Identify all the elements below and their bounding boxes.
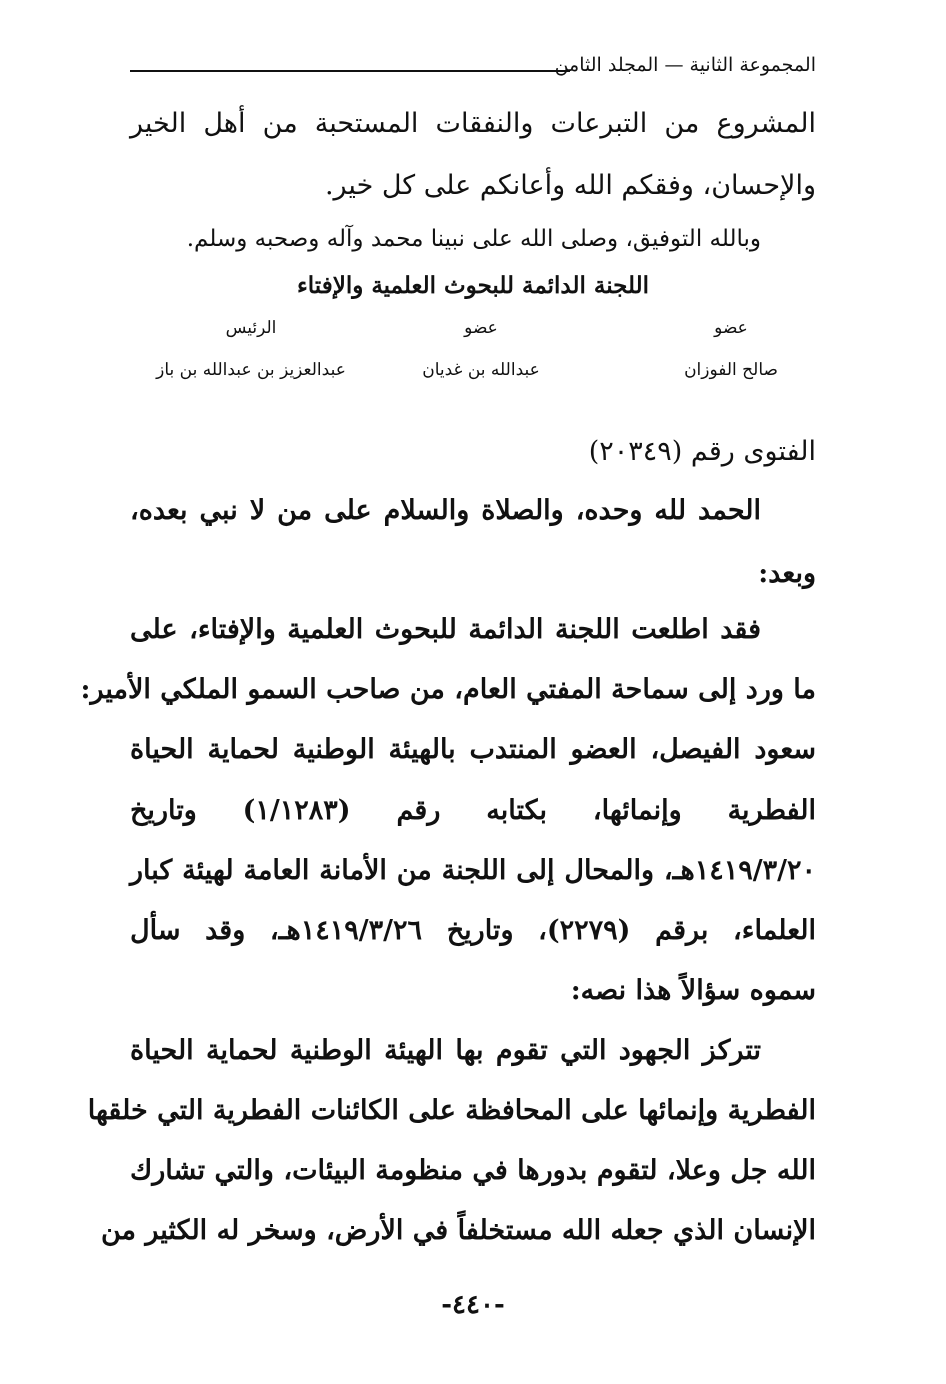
fatwa-line-10: تتركز الجهود التي تقوم بها الهيئة الوطنية لحماية الحياة (130, 1035, 761, 1066)
committee-name: اللجنة الدائمة للبحوث العلمية والإفتاء (296, 272, 650, 299)
fatwa-heading: الفتوى رقم (٢٠٣٤٩) (588, 436, 816, 467)
fatwa-line-4: ما ورد إلى سماحة المفتي العام، من صاحب السمو الملكي الأمير: (80, 674, 816, 705)
fatwa-line-5: سعود الفيصل، العضو المنتدب بالهيئة الوطنية لحماية الحياة (130, 734, 816, 765)
signatory-name-1: صالح الفوزان (684, 360, 778, 380)
fatwa-line-8: العلماء، برقم (٢٢٧٩)، وتاريخ ١٤١٩/٣/٢٦هـ، وقد سأل (130, 915, 816, 946)
signatory-role-3: الرئيس (225, 318, 277, 338)
page-number: -٤٤٠- (441, 1290, 505, 1320)
running-header: المجموعة الثانية — المجلد الثامن (554, 54, 816, 76)
signatory-role-2: عضو (464, 318, 498, 338)
closing-line: وبالله التوفيق، وصلى الله على نبينا محمد وآله وصحبه وسلم. (186, 226, 761, 252)
prev-line-1: المشروع من التبرعات والنفقات المستحبة من أهل الخير (130, 108, 816, 139)
fatwa-line-2: وبعد: (758, 558, 816, 589)
fatwa-line-7: ١٤١٩/٣/٢٠هـ، والمحال إلى اللجنة من الأمانة العامة لهيئة كبار (130, 855, 816, 886)
prev-line-2: والإحسان، وفقكم الله وأعانكم على كل خير. (324, 170, 816, 201)
header-rule (130, 70, 570, 72)
fatwa-line-1: الحمد لله وحده، والصلاة والسلام على من لا نبي بعده، (130, 495, 761, 526)
fatwa-line-3: فقد اطلعت اللجنة الدائمة للبحوث العلمية والإفتاء، على (130, 614, 761, 645)
signatory-name-2: عبدالله بن غديان (422, 360, 540, 380)
fatwa-line-9: سموه سؤالاً هذا نصه: (570, 975, 816, 1006)
signatory-name-3: عبدالعزيز بن عبدالله بن باز (156, 360, 346, 380)
fatwa-line-13: الإنسان الذي جعله الله مستخلفاً في الأرض، وسخر له الكثير من (100, 1215, 816, 1246)
fatwa-line-6: الفطرية وإنمائها، بكتابه رقم (١/١٢٨٣) وتاريخ (130, 795, 817, 826)
signatory-role-1: عضو (714, 318, 748, 338)
fatwa-line-12: الله جل وعلا، لتقوم بدورها في منظومة البيئات، والتي تشارك (130, 1155, 816, 1186)
fatwa-line-11: الفطرية وإنمائها على المحافظة على الكائنات الفطرية التي خلقها (87, 1095, 816, 1126)
